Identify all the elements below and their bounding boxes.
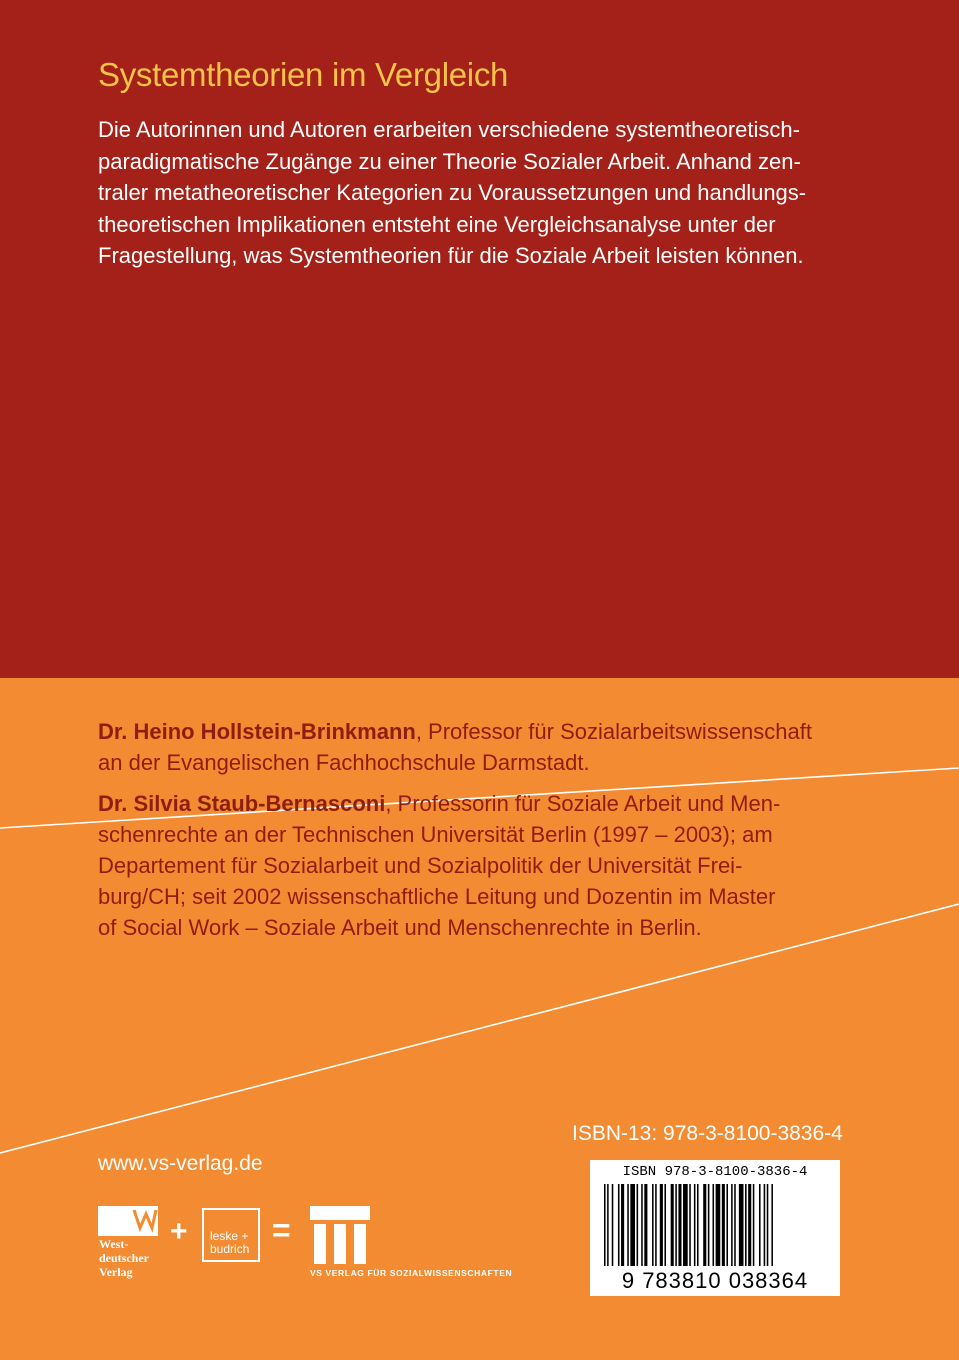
barcode-bar (678, 1184, 681, 1266)
barcode-bar (689, 1184, 691, 1266)
barcode-bar (637, 1184, 639, 1266)
author2-bio-line: burg/CH; seit 2002 wissenschaftliche Leitung und Dozentin im Master (98, 884, 776, 909)
blurb-line: theoretischen Implikationen entsteht eine Vergleichsanalyse unter der (98, 211, 776, 237)
westdeutscher-verlag-logo (98, 1206, 158, 1286)
barcode-bar (748, 1184, 751, 1266)
barcode-bar (726, 1184, 728, 1266)
barcode-bar (612, 1184, 614, 1266)
barcode-bar (694, 1184, 696, 1266)
barcode-bar (759, 1184, 761, 1266)
author2-name: Dr. Silvia Staub-Bernasconi (98, 791, 386, 816)
blurb-text (98, 114, 878, 272)
barcode-bar (745, 1184, 747, 1266)
author2-bio-line: Departement für Sozialarbeit und Sozialpolitik der Universität Frei- (98, 853, 743, 878)
barcode-bar (739, 1184, 744, 1266)
barcode-bar (630, 1184, 635, 1266)
barcode-bar (713, 1184, 715, 1266)
barcode-bar (644, 1184, 647, 1266)
svg-text:deutscher: deutscher (99, 1251, 149, 1265)
vs-verlag-logo (310, 1206, 370, 1266)
barcode-bar (731, 1184, 733, 1266)
author2-bio-text: , Professorin für Soziale Arbeit und Men- (385, 791, 781, 816)
barcode-bar (767, 1184, 769, 1266)
publisher-url[interactable]: www.vs-verlag.de (98, 1152, 263, 1175)
barcode-bar (722, 1184, 725, 1266)
vs-verlag-text: VS VERLAG FÜR SOZIALWISSENSCHAFTEN (310, 1268, 513, 1278)
author2-bio-line: of Social Work – Soziale Arbeit und Menschenrechte in Berlin. (98, 915, 702, 940)
barcode-bar (621, 1184, 624, 1266)
barcode-bar (664, 1184, 666, 1266)
author2-bio (98, 788, 888, 943)
barcode-bar (671, 1184, 674, 1266)
barcode-isbn-text: ISBN 978-3-8100-3836-4 (622, 1164, 808, 1180)
barcode-bar (703, 1184, 706, 1266)
author1-bio-line: an der Evangelischen Fachhochschule Darmstadt. (98, 750, 590, 775)
plus-sign: + (170, 1215, 188, 1248)
equals-sign: = (272, 1212, 291, 1248)
leske-label: leske + (210, 1229, 249, 1243)
svg-text:West-: West- (99, 1237, 129, 1251)
barcode-bar (734, 1184, 736, 1266)
barcode-bar (753, 1184, 755, 1266)
isbn-label: ISBN-13: 978-3-8100-3836-4 (572, 1122, 843, 1145)
budrich-label: budrich (210, 1242, 250, 1256)
author1-bio (98, 716, 888, 778)
barcode (590, 1160, 840, 1296)
barcode-bar (641, 1184, 643, 1266)
blurb-line: Fragestellung, was Systemtheorien für die Soziale Arbeit leisten können. (98, 243, 804, 268)
leske-budrich-logo (202, 1208, 260, 1262)
barcode-digits: 9 783810 038364 (621, 1268, 809, 1293)
barcode-bar (708, 1184, 710, 1266)
barcode-bar (764, 1184, 766, 1266)
barcode-bar (716, 1184, 721, 1266)
barcode-bar (771, 1184, 773, 1266)
barcode-bar (675, 1184, 677, 1266)
barcode-bar (697, 1184, 699, 1266)
blurb-line: paradigmatische Zugänge zu einer Theorie Sozialer Arbeit. Anhand zen- (98, 148, 801, 174)
author1-name: Dr. Heino Hollstein-Brinkmann (98, 719, 416, 744)
barcode-bar (618, 1184, 620, 1266)
blurb-line: traler metatheoretischer Kategorien zu Voraussetzungen und handlungs- (98, 180, 807, 205)
top-red-panel (0, 0, 959, 678)
blurb-line: Die Autorinnen und Autoren erarbeiten verschiedene systemtheoretisch- (98, 117, 800, 142)
barcode-bar (683, 1184, 688, 1266)
author2-bio-line: schenrechte an der Technischen Universität Berlin (1997 – 2003); am (98, 822, 773, 847)
barcode-bar (652, 1184, 654, 1266)
author1-bio-text: , Professor für Sozialarbeitswissenschaft (415, 719, 812, 744)
barcode-bar (607, 1184, 609, 1266)
barcode-bar (660, 1184, 663, 1266)
barcode-bar (655, 1184, 657, 1266)
book-title: Systemtheorien im Vergleich (98, 56, 509, 93)
svg-text:Verlag: Verlag (99, 1265, 133, 1279)
barcode-bar (627, 1184, 629, 1266)
barcode-bar (604, 1184, 606, 1266)
